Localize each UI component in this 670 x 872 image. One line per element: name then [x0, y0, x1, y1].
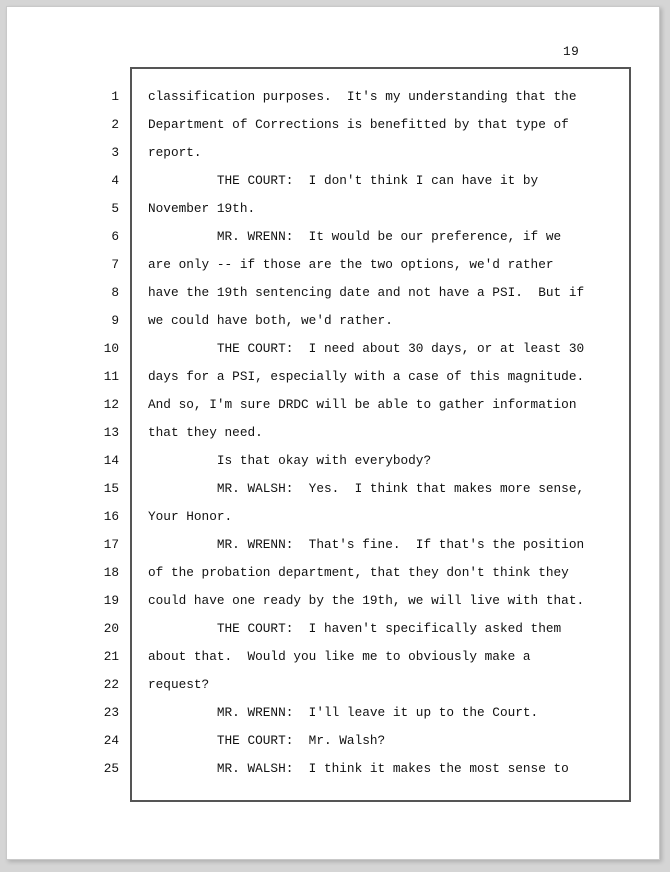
line-text: MR. WRENN: I'll leave it up to the Court. [148, 705, 539, 720]
line-text: MR. WRENN: It would be our preference, if we [148, 229, 562, 244]
transcript-line [7, 279, 661, 307]
line-number: 5 [111, 201, 119, 216]
line-text: And so, I'm sure DRDC will be able to gather information [148, 397, 577, 412]
line-text: report. [148, 145, 202, 160]
line-number: 15 [103, 481, 119, 496]
line-number: 14 [103, 453, 119, 468]
line-text: Is that okay with everybody? [148, 453, 432, 468]
transcript-line [7, 587, 661, 615]
transcript-line [7, 139, 661, 167]
line-number: 2 [111, 117, 119, 132]
line-text: of the probation department, that they don't think they [148, 565, 569, 580]
line-text: classification purposes. It's my understanding that the [148, 89, 577, 104]
line-text: MR. WALSH: I think it makes the most sense to [148, 761, 569, 776]
line-text: THE COURT: Mr. Walsh? [148, 733, 386, 748]
line-text: MR. WALSH: Yes. I think that makes more sense, [148, 481, 585, 496]
transcript-line [7, 671, 661, 699]
line-text: could have one ready by the 19th, we will live with that. [148, 593, 585, 608]
transcript-line [7, 727, 661, 755]
line-number: 12 [103, 397, 119, 412]
line-number: 18 [103, 565, 119, 580]
line-number: 21 [103, 649, 119, 664]
line-number: 8 [111, 285, 119, 300]
line-text: THE COURT: I don't think I can have it by [148, 173, 539, 188]
line-text: about that. Would you like me to obviously make a [148, 649, 531, 664]
document-page [6, 6, 660, 860]
transcript-line [7, 615, 661, 643]
line-number: 11 [103, 369, 119, 384]
transcript-line [7, 643, 661, 671]
line-number: 17 [103, 537, 119, 552]
line-text: Department of Corrections is benefitted by that type of [148, 117, 569, 132]
line-text: days for a PSI, especially with a case of this magnitude. [148, 369, 585, 384]
line-number: 6 [111, 229, 119, 244]
transcript-line [7, 699, 661, 727]
line-number: 9 [111, 313, 119, 328]
line-number: 16 [103, 509, 119, 524]
transcript-line [7, 419, 661, 447]
line-number: 24 [103, 733, 119, 748]
transcript-line [7, 83, 661, 111]
line-text: MR. WRENN: That's fine. If that's the position [148, 537, 585, 552]
transcript-line [7, 307, 661, 335]
transcript-line [7, 363, 661, 391]
transcript-line [7, 391, 661, 419]
line-number: 19 [103, 593, 119, 608]
transcript-line [7, 223, 661, 251]
line-number: 13 [103, 425, 119, 440]
transcript-line [7, 503, 661, 531]
transcript-line [7, 755, 661, 783]
line-number: 10 [103, 341, 119, 356]
transcript-line [7, 195, 661, 223]
line-text: request? [148, 677, 210, 692]
transcript-line [7, 335, 661, 363]
line-number: 4 [111, 173, 119, 188]
line-number: 1 [111, 89, 119, 104]
page-number: 19 [563, 44, 580, 59]
line-text: November 19th. [148, 201, 256, 216]
line-text: Your Honor. [148, 509, 233, 524]
line-number: 7 [111, 257, 119, 272]
line-text: that they need. [148, 425, 263, 440]
line-text: are only -- if those are the two options, we'd rather [148, 257, 554, 272]
line-number: 22 [103, 677, 119, 692]
line-text: have the 19th sentencing date and not have a PSI. But if [148, 285, 585, 300]
transcript-line [7, 167, 661, 195]
line-number: 25 [103, 761, 119, 776]
transcript-line [7, 251, 661, 279]
transcript-line [7, 559, 661, 587]
transcript-lines [7, 83, 661, 783]
line-number: 3 [111, 145, 119, 160]
line-text: THE COURT: I need about 30 days, or at least 30 [148, 341, 585, 356]
line-text: THE COURT: I haven't specifically asked them [148, 621, 562, 636]
transcript-line [7, 447, 661, 475]
transcript-line [7, 111, 661, 139]
line-number: 23 [103, 705, 119, 720]
line-text: we could have both, we'd rather. [148, 313, 393, 328]
line-number: 20 [103, 621, 119, 636]
transcript-line [7, 475, 661, 503]
transcript-line [7, 531, 661, 559]
